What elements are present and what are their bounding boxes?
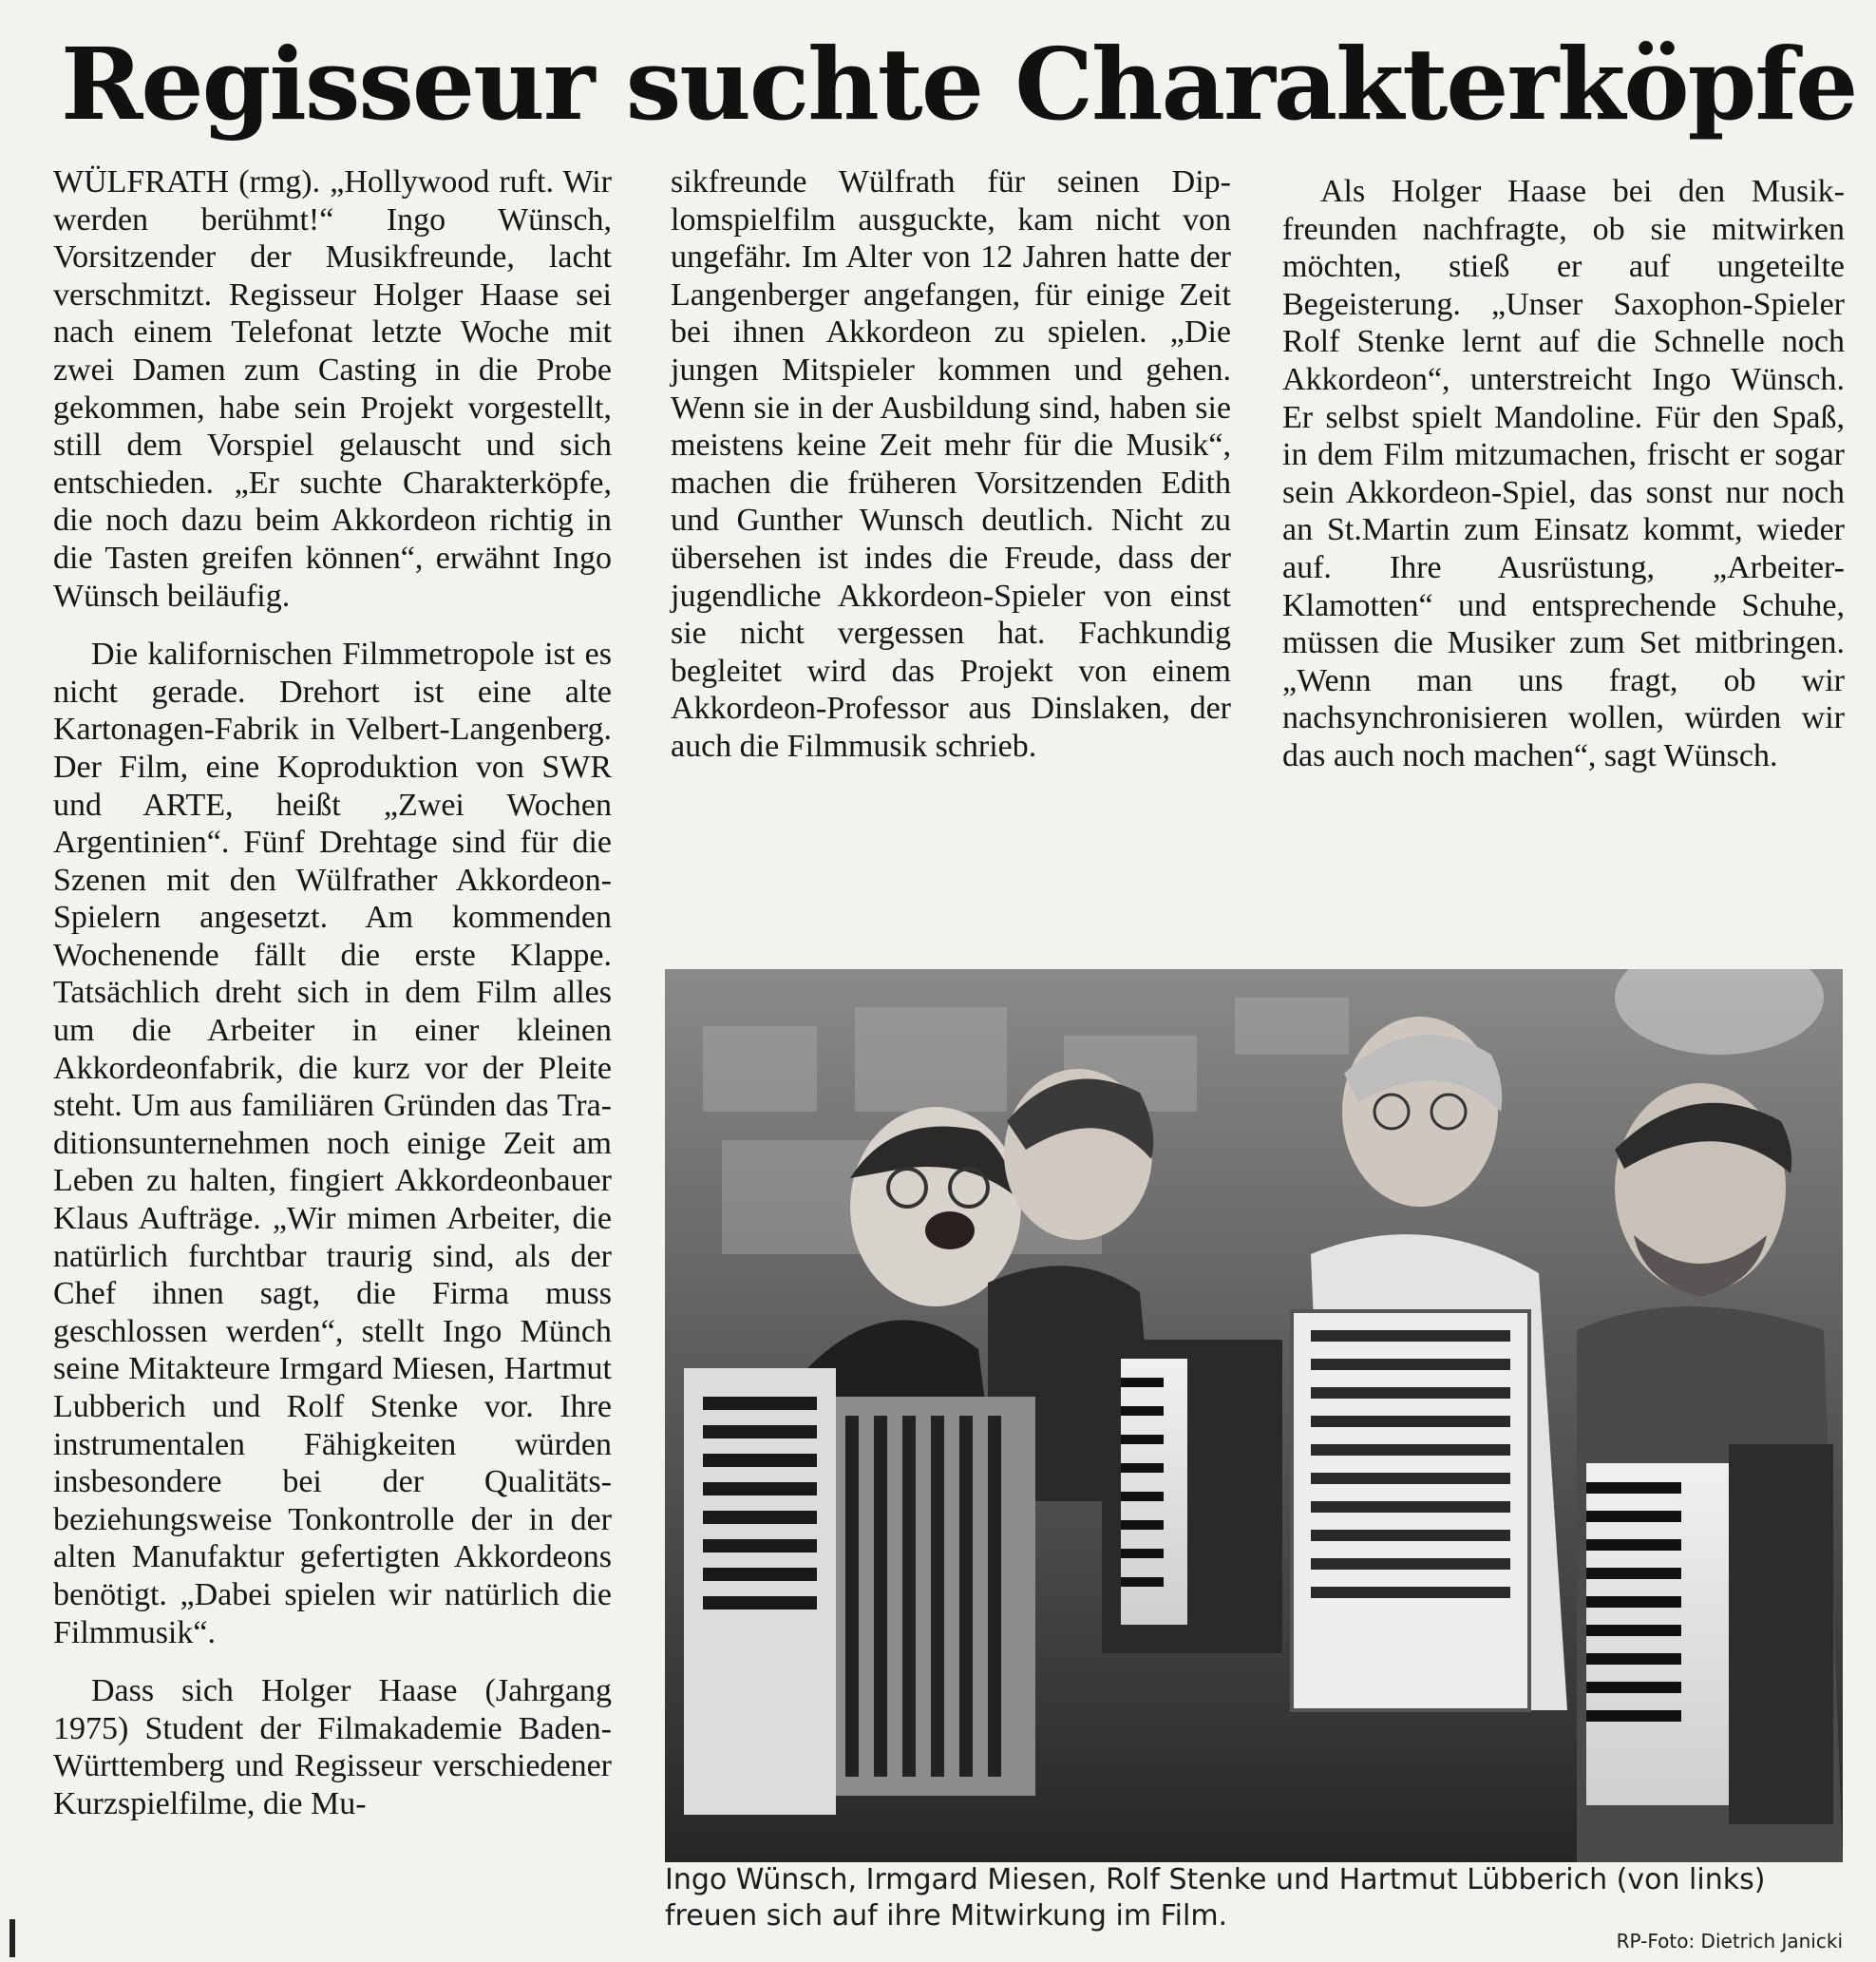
paragraph: WÜLFRATH (rmg). „Hollywood ruft. Wir werden berühmt!“ Ingo Wünsch, Vorsitzender der Musikfreunde, lacht verschmitzt. Regisseur Holger Haase sei nach einem Telefonat letzte Woche mit zwei Damen zum Casting in die Probe gekommen, habe sein Projekt vorgestellt, still dem Vorspiel gelauscht und sich entschieden. „Er suchte Charakterköpfe, die noch dazu beim Akkordeon richtig in die Tasten greifen können“, erwähnt Ingo Wünsch beiläufig. bbox=[53, 164, 612, 614]
photo-credit: RP-Foto: Dietrich Janicki bbox=[1616, 1930, 1843, 1952]
accordion-middle bbox=[1102, 1340, 1282, 1653]
photo-illustration bbox=[665, 969, 1843, 1862]
accordion-center-white bbox=[1292, 1311, 1529, 1710]
paragraph: sikfreunde Wülfrath für seinen Diplomspielfilm ausguckte, kam nicht von ungefähr. Im Alter von 12 Jahren hatte der Langenberger angefangen, für einige Zeit bei ihnen Akkordeon zu spielen. „Die jungen Mitspieler kommen und gehen. Wenn sie in der Ausbildung sind, haben sie meistens keine Zeit mehr für die Musik“, machen die früheren Vorsitzenden Edith und Gunther Wunsch deutlich. Nicht zu übersehen ist indes die Freude, dass der jugendliche Akkordeon-Spieler von einst sie nicht vergessen hat. Fachkundig begleitet wird das Projekt von einem Akkordeon-Professor aus Dinslaken, der auch die Filmmusik schrieb. bbox=[671, 164, 1231, 764]
article-column-3 bbox=[1282, 173, 1845, 914]
accordion-left bbox=[684, 1368, 1035, 1815]
paragraph: Dass sich Holger Haase (Jahrgang 1975) Student der Filmakademie Baden-Württemberg und Regisseur verschiedener Kurzspielfilme, die Mu- bbox=[53, 1673, 612, 1821]
accordion-right bbox=[1586, 1444, 1833, 1824]
photo-caption: Ingo Wünsch, Irmgard Miesen, Rolf Stenke und Hartmut Lübberich (von links) freuen sich auf ihre Mitwirkung im Film. bbox=[665, 1863, 1766, 1933]
paragraph: Die kalifornischen Filmmetropole ist es nicht gerade. Drehort ist eine alte Kartonagen-Fabrik in Velbert-Langenberg. Der Film, eine Koproduktion von SWR und ARTE, heißt „Zwei Wochen Argentinien“. Fünf Drehtage sind für die Szenen mit den Wülfrather Akkordeon-Spielern angesetzt. Am kommenden Wochenende fällt die erste Klappe. Tatsächlich dreht sich in dem Film alles um die Arbeiter in einer kleinen Akkordeonfabrik, die kurz vor der Pleite steht. Um aus familiären Gründen das Traditionsunternehmen noch einige Zeit am Leben zu halten, fingiert Akkordeonbauer Klaus Aufträge. „Wir mimen Arbeiter, die natürlich furchtbar traurig sind, als der Chef ihnen sagt, die Firma muss geschlossen werden“, stellt Ingo Münch seine Mitakteure Irmgard Miesen, Hartmut Lubberich und Rolf Stenke vor. Ihre instrumentalen Fähigkeiten würden insbesondere bei der Qualitäts- beziehungsweise Tonkontrolle der in der alten Manufaktur gefertigten Akkordeons benötigt. „Dabei spielen wir natürlich die Filmmusik“. bbox=[53, 637, 612, 1650]
article-column-2 bbox=[671, 163, 1231, 905]
press-photo bbox=[665, 969, 1843, 1862]
clipping-edge-mark bbox=[9, 1919, 15, 1957]
article-column-1 bbox=[53, 163, 612, 1950]
headline: Regisseur suchte Charakterköpfe bbox=[61, 26, 1857, 143]
paragraph: Als Holger Haase bei den Musikfreunden nachfragte, ob sie mitwirken möchten, stieß er auf ungeteilte Begeisterung. „Unser Saxophon-Spieler Rolf Stenke lernt auf die Schnelle noch Akkordeon“, unterstreicht Ingo Wünsch. Er selbst spielt Mandoline. Für den Spaß, in dem Film mitzumachen, frischt er sogar sein Akkordeon-Spiel, das sonst nur noch an St.Martin zum Einsatz kommt, wieder auf. Ihre Ausrüstung, „Arbeiter-Klamotten“ und entsprechende Schuhe, müssen die Musiker zum Set mitbringen. „Wenn man uns fragt, ob wir nachsynchronisieren wollen, würden wir das auch noch machen“, sagt Wünsch. bbox=[1282, 174, 1845, 773]
